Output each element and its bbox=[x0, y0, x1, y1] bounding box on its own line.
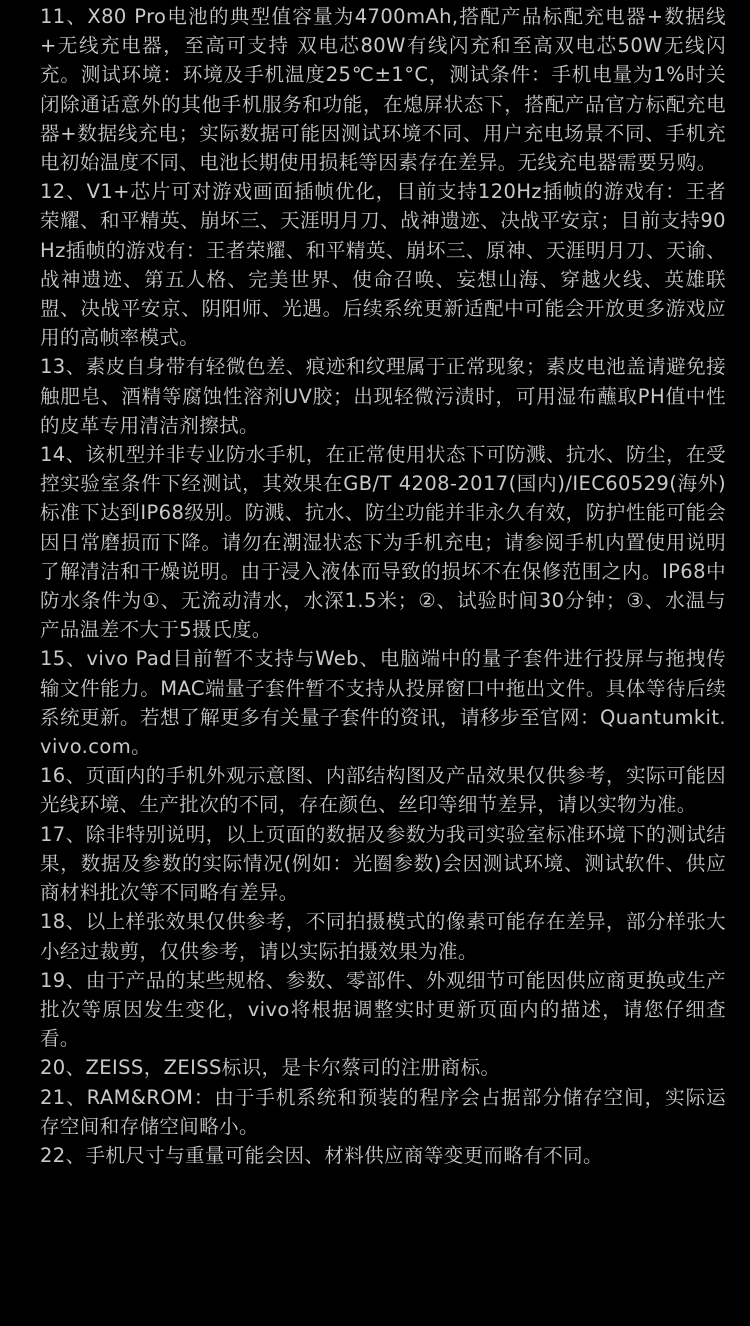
note-17-test-results: 17、除非特别说明，以上页面的数据及参数为我司实验室标准环境下的测试结果，数据及参数的实际情况(例如：光圈参数)会因测试环境、测试软件、供应商材料批次等不同略有差异。 bbox=[40, 822, 726, 905]
disclaimer-notes-list bbox=[40, 0, 726, 1170]
note-14-waterproof: 14、该机型并非专业防水手机，在正常使用状态下可防溅、抗水、防尘，在受控实验室条件下经测试，其效果在GB/T 4208-2017(国内)/IEC60529(海外)标准下达到IP68级别。防溅、抗水、防尘功能并非永久有效，防护性能可能会因日常磨损而下降。请勿在潮湿状态下为手机充电；请参阅手机内置使用说明了解清洁和干燥说明。由于浸入液体而导致的损坏不在保修范围之内。IP68中防水条件为①、无流动清水，水深1.5米；②、试验时间30分钟；③、水温与产品温差不大于5摄氏度。 bbox=[40, 443, 726, 642]
note-12-frame-interpolation: 12、V1+芯片可对游戏画面插帧优化，目前支持120Hz插帧的游戏有：王者荣耀、和平精英、崩坏三、天涯明月刀、战神遗迹、决战平安京；目前支持90Hz插帧的游戏有：王者荣耀、和平精英、崩坏三、原神、天涯明月刀、天谕、战神遗迹、第五人格、完美世界、使命召唤、妄想山海、穿越火线、英雄联盟、决战平安京、阴阳师、光遇。后续系统更新适配中可能会开放更多游戏应用的高帧率模式。 bbox=[40, 180, 726, 350]
note-22-size-weight: 22、手机尺寸与重量可能会因、材料供应商等变更而略有不同。 bbox=[40, 1143, 603, 1167]
note-21-ram-rom: 21、RAM&ROM：由于手机系统和预装的程序会占据部分储存空间，实际运存空间和存储空间略小。 bbox=[40, 1085, 726, 1138]
note-15-quantum-kit: 15、vivo Pad目前暂不支持与Web、电脑端中的量子套件进行投屏与拖拽传输文件能力。MAC端量子套件暂不支持从投屏窗口中拖出文件。具体等待后续系统更新。若想了解更多有关量子套件的资讯，请移步至官网：Quantumkit.vivo.com。 bbox=[40, 647, 726, 759]
note-11-battery-charging: 11、X80 Pro电池的典型值容量为4700mAh,搭配产品标配充电器+数据线+无线充电器，至高可支持 双电芯80W有线闪充和至高双电芯50W无线闪充。测试环境：环境及手机温度25℃±1°C，测试条件：手机电量为1%时关闭除通话意外的其他手机服务和功能，在熄屏状态下，搭配产品官方标配充电器+数据线充电；实际数据可能因测试环境不同、用户充电场景不同、手机充电初始温度不同、电池长期使用损耗等因素存在差异。无线充电器需要另购。 bbox=[40, 5, 726, 175]
note-16-appearance: 16、页面内的手机外观示意图、内部结构图及产品效果仅供参考，实际可能因光线环境、生产批次的不同，存在颜色、丝印等细节差异，请以实物为准。 bbox=[40, 764, 726, 817]
note-18-sample-photos: 18、以上样张效果仅供参考，不同拍摄模式的像素可能存在差异，部分样张大小经过裁剪，仅供参考，请以实际拍摄效果为准。 bbox=[40, 910, 726, 963]
note-13-leather-back: 13、素皮自身带有轻微色差、痕迹和纹理属于正常现象；素皮电池盖请避免接触肥皂、酒精等腐蚀性溶剂UV胶；出现轻微污渍时，可用湿布蘸取PH值中性的皮革专用清洁剂擦拭。 bbox=[40, 355, 726, 437]
note-20-zeiss-trademark: 20、ZEISS，ZEISS标识，是卡尔蔡司的注册商标。 bbox=[40, 1056, 501, 1080]
note-19-spec-changes: 19、由于产品的某些规格、参数、零部件、外观细节可能因供应商更换或生产批次等原因发生变化，vivo将根据调整实时更新页面内的描述，请您仔细查看。 bbox=[40, 968, 726, 1051]
